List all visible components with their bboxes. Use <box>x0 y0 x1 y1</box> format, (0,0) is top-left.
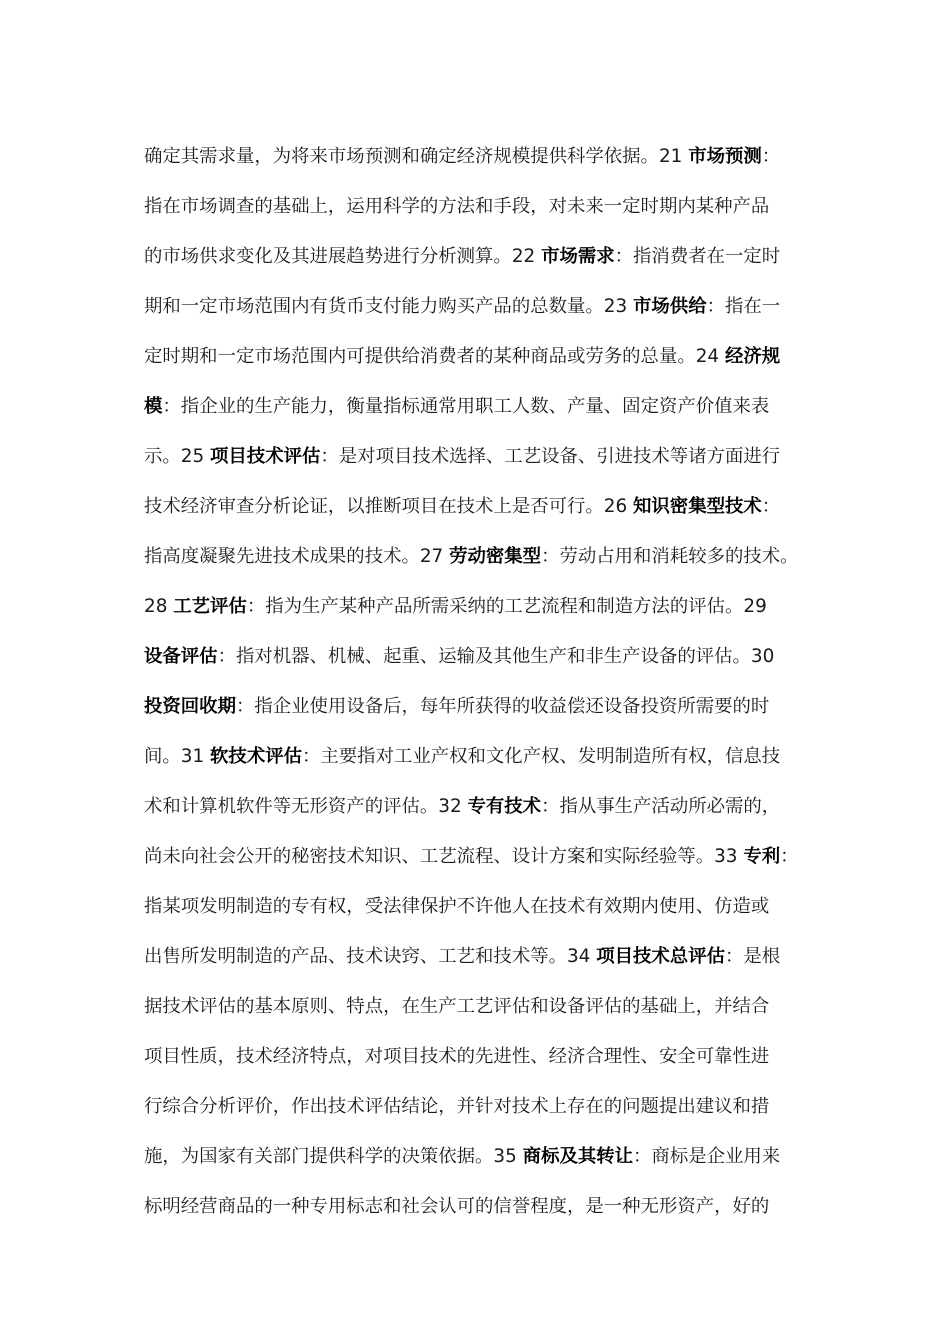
body-text-segment: ：指消费者在一定时 <box>614 246 781 267</box>
text-line <box>144 532 824 582</box>
glossary-term: 软技术评估 <box>210 746 302 767</box>
glossary-term: 商标及其转让 <box>522 1146 634 1167</box>
text-line <box>144 182 824 232</box>
body-text-segment: 28 <box>144 596 174 617</box>
glossary-term: 知识密集型技术 <box>633 496 762 517</box>
text-line <box>144 832 824 882</box>
body-text-segment: ：是对项目技术选择、工艺设备、引进技术等诸方面进行 <box>320 446 781 467</box>
glossary-term: 专利 <box>743 846 781 867</box>
text-line <box>144 1082 824 1132</box>
body-text-segment: 示。25 <box>144 446 211 467</box>
text-line <box>144 1132 824 1182</box>
body-text-segment: 定时期和一定市场范围内可提供给消费者的某种商品或劳务的总量。24 <box>144 346 725 367</box>
body-text-segment: 技术经济审查分析论证，以推断项目在技术上是否可行。26 <box>144 496 634 517</box>
text-line <box>144 782 824 832</box>
text-line <box>144 482 824 532</box>
body-text-segment: ：指在一 <box>706 296 781 317</box>
text-line <box>144 882 824 932</box>
text-line <box>144 732 824 782</box>
text-line <box>144 282 824 332</box>
text-line <box>144 132 824 182</box>
body-text-segment: 标明经营商品的一种专用标志和社会认可的信誉程度，是一种无形资产，好的 <box>144 1196 770 1217</box>
glossary-term: 专有技术 <box>467 796 542 817</box>
body-text-segment: ：劳动占用和消耗较多的技术。 <box>541 546 799 567</box>
glossary-term: 工艺评估 <box>173 596 247 617</box>
text-line <box>144 382 824 432</box>
body-text-segment: 据技术评估的基本原则、特点，在生产工艺评估和设备评估的基础上，并结合 <box>144 996 770 1017</box>
body-text-segment: 指在市场调查的基础上，运用科学的方法和手段，对未来一定时期内某种产品 <box>144 196 770 217</box>
body-text-segment: 出售所发明制造的产品、技术诀窍、工艺和技术等。34 <box>144 946 597 967</box>
body-text-segment: 行综合分析评价，作出技术评估结论，并针对技术上存在的问题提出建议和措 <box>144 1096 770 1117</box>
body-text-segment: ：指企业使用设备后，每年所获得的收益偿还设备投资所需要的时 <box>235 696 770 717</box>
glossary-term: 市场预测 <box>688 146 762 167</box>
document-body-text <box>144 132 824 1232</box>
body-text-segment: 尚未向社会公开的秘密技术知识、工艺流程、设计方案和实际经验等。33 <box>144 846 744 867</box>
glossary-term: 模 <box>144 396 163 417</box>
body-text-segment: 指某项发明制造的专有权，受法律保护不许他人在技术有效期内使用、仿造或 <box>144 896 770 917</box>
body-text-segment: 项目性质，技术经济特点，对项目技术的先进性、经济合理性、安全可靠性进 <box>144 1046 770 1067</box>
glossary-term: 投资回收期 <box>144 696 236 717</box>
body-text-segment: 期和一定市场范围内有货币支付能力购买产品的总数量。23 <box>144 296 634 317</box>
text-line <box>144 582 824 632</box>
body-text-segment: ：指对机器、机械、起重、运输及其他生产和非生产设备的评估。30 <box>217 646 775 667</box>
body-text-segment: 施，为国家有关部门提供科学的决策依据。35 <box>144 1146 523 1167</box>
body-text-segment: ： <box>761 496 781 517</box>
body-text-segment: 间。31 <box>144 746 211 767</box>
text-line <box>144 982 824 1032</box>
body-text-segment: ：是根 <box>724 946 781 967</box>
text-line <box>144 332 824 382</box>
glossary-term: 项目技术评估 <box>210 446 321 467</box>
glossary-term: 经济规 <box>724 346 781 367</box>
glossary-term: 市场供给 <box>633 296 707 317</box>
text-line <box>144 682 824 732</box>
body-text-segment: ：商标是企业用来 <box>633 1146 781 1167</box>
body-text-segment: ：指为生产某种产品所需采纳的工艺流程和制造方法的评估。29 <box>246 596 767 617</box>
glossary-term: 劳动密集型 <box>449 546 542 567</box>
body-text-segment: 的市场供求变化及其进展趋势进行分析测算。22 <box>144 246 542 267</box>
text-line <box>144 932 824 982</box>
glossary-term: 项目技术总评估 <box>596 946 725 967</box>
text-line <box>144 1182 824 1232</box>
body-text-segment: ：指从事生产活动所必需的， <box>541 796 781 817</box>
body-text-segment: 确定其需求量，为将来市场预测和确定经济规模提供科学依据。21 <box>144 146 689 167</box>
text-line <box>144 1032 824 1082</box>
body-text-segment: ： <box>761 146 781 167</box>
body-text-segment: ：指企业的生产能力，衡量指标通常用职工人数、产量、固定资产价值来表 <box>162 396 770 417</box>
body-text-segment: ： <box>780 846 799 867</box>
text-line <box>144 432 824 482</box>
text-line <box>144 632 824 682</box>
text-line <box>144 232 824 282</box>
body-text-segment: ：主要指对工业产权和文化产权、发明制造所有权，信息技 <box>302 746 781 767</box>
body-text-segment: 术和计算机软件等无形资产的评估。32 <box>144 796 468 817</box>
body-text-segment: 指高度凝聚先进技术成果的技术。27 <box>144 546 450 567</box>
glossary-term: 市场需求 <box>541 246 615 267</box>
glossary-term: 设备评估 <box>144 646 218 667</box>
